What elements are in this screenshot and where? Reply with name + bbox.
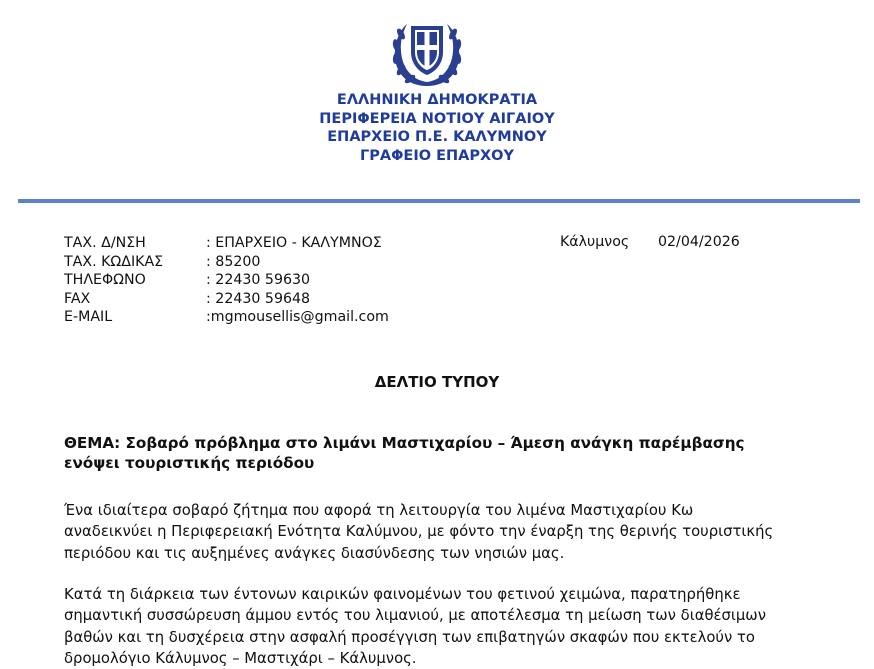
- subject-heading: [64, 434, 804, 473]
- header-divider: [18, 199, 860, 203]
- subject-line: ΘΕΜΑ: Σοβαρό πρόβλημα στο λιμάνι Μαστιχαρίου – Άμεση ανάγκη παρέμβασης: [64, 434, 745, 452]
- contact-value: : 22430 59630: [206, 272, 311, 289]
- contact-value: : 85200: [206, 253, 261, 270]
- body-paragraph: [64, 500, 824, 564]
- paragraph-line: βαθών και τη δυσχέρεια στην ασφαλή προσέγγιση των επιβατηγών σκαφών που εκτελούν το: [64, 628, 755, 646]
- paragraph-line: Ένα ιδιαίτερα σοβαρό ζήτημα που αφορά τη λειτουργία του λιμένα Μαστιχαρίου Κω: [64, 502, 694, 519]
- contact-label: FAX: [64, 290, 91, 307]
- greek-state-emblem-icon: [387, 12, 467, 92]
- contact-value: : ΕΠΑΡΧΕΙΟ - ΚΑΛΥΜΝΟΣ: [206, 235, 382, 251]
- header-line: ΕΛΛΗΝΙΚΗ ΔΗΜΟΚΡΑΤΙΑ: [336, 92, 538, 108]
- issuer-header: [0, 91, 874, 165]
- body-paragraph: [64, 584, 824, 669]
- paragraph-line: σημαντική συσσώρευση άμμου εντός του λιμανιού, με αποτέλεσμα τη μείωση των διαθέσιμων: [64, 607, 766, 625]
- contact-label: ΤΑΧ. Δ/ΝΣΗ: [64, 235, 146, 251]
- press-release-title: ΔΕΛΤΙΟ ΤΥΠΟΥ: [374, 373, 500, 391]
- paragraph-line: περιόδου και τις αυξημένες ανάγκες διασύνδεσης των νησιών μας.: [64, 544, 565, 562]
- header-line: ΕΠΑΡΧΕΙΟ Π.Ε. ΚΑΛΥΜΝΟΥ: [327, 129, 547, 145]
- paragraph-line: δρομολόγιο Κάλυμνος – Μαστιχάρι – Κάλυμνος.: [64, 649, 417, 667]
- contact-label: ΤΑΧ. ΚΩΔΙΚΑΣ: [64, 253, 164, 270]
- paragraph-line: αναδεικνύει η Περιφερειακή Ενότητα Καλύμνου, με φόντο την έναρξη της θερινής τουριστικής: [64, 523, 774, 541]
- subject-line: ενόψει τουριστικής περιόδου: [64, 453, 315, 472]
- contact-label: E-MAIL: [64, 309, 113, 326]
- document-date: 02/04/2026: [658, 234, 740, 250]
- contact-value: : 22430 59648: [206, 290, 311, 307]
- header-line: ΓΡΑΦΕΙΟ ΕΠΑΡΧΟΥ: [360, 147, 514, 164]
- paragraph-line: Κατά τη διάρκεια των έντονων καιρικών φαινομένων του φετινού χειμώνα, παρατηρήθηκε: [64, 586, 741, 603]
- header-line: ΠΕΡΙΦΕΡΕΙΑ ΝΟΤΙΟΥ ΑΙΓΑΙΟΥ: [319, 110, 555, 127]
- document-place: Κάλυμνος: [560, 234, 630, 250]
- contact-label: ΤΗΛΕΦΩΝΟ: [64, 272, 146, 289]
- email-link[interactable]: :mgmousellis@gmail.com: [206, 309, 389, 326]
